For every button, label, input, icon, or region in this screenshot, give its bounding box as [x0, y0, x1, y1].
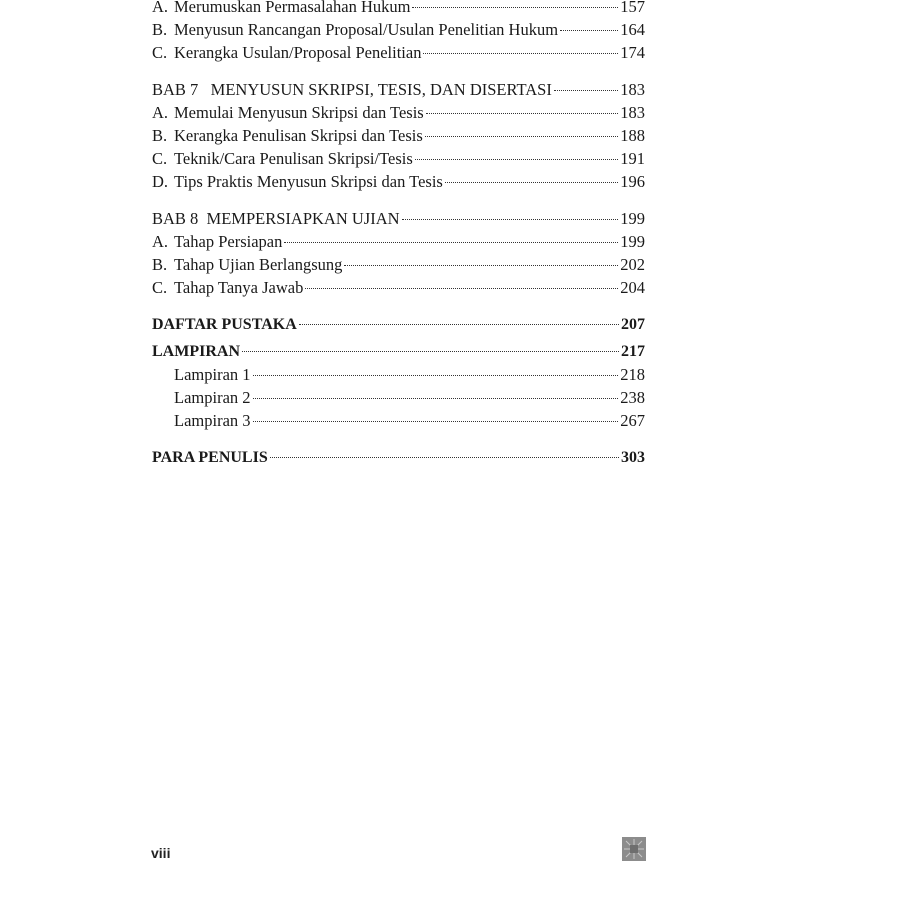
entry-title: Kerangka Penulisan Skripsi dan Tesis [174, 126, 423, 145]
dot-leader [425, 136, 618, 137]
entry-page: 199 [620, 209, 645, 228]
dot-leader [344, 265, 618, 266]
toc-entry [152, 18, 645, 41]
entry-title: Teknik/Cara Penulisan Skripsi/Tesis [174, 149, 413, 168]
dot-leader [299, 324, 619, 325]
entry-page: 218 [620, 365, 645, 384]
entry-letter: A. [152, 232, 169, 251]
toc-entry [152, 0, 645, 18]
dot-leader [426, 113, 619, 114]
dot-leader [402, 219, 619, 220]
dot-leader [242, 351, 619, 352]
chapter-heading [152, 78, 645, 101]
dot-leader [560, 30, 618, 31]
entry-title: Tahap Persiapan [174, 232, 283, 251]
chapter-heading [152, 207, 645, 230]
dot-leader [305, 288, 618, 289]
entry-page: 267 [620, 411, 645, 430]
entry-title: Merumuskan Permasalahan Hukum [174, 0, 411, 16]
toc-entry [152, 170, 645, 193]
entry-title: Kerangka Usulan/Proposal Penelitian [174, 43, 422, 62]
entry-letter: B. [152, 126, 168, 145]
entry-title: Menyusun Rancangan Proposal/Usulan Penelitian Hukum [174, 20, 559, 39]
entry-title: Tahap Tanya Jawab [174, 278, 304, 297]
entry-page: 199 [620, 232, 645, 251]
entry-page: 183 [620, 80, 645, 99]
dot-leader [423, 53, 618, 54]
chapter-title: BAB 7 MENYUSUN SKRIPSI, TESIS, DAN DISERTASI [152, 80, 552, 99]
entry-page: 157 [620, 0, 645, 16]
page-number: viii [151, 845, 171, 861]
dot-leader [412, 7, 618, 8]
section-heading [152, 446, 645, 469]
toc-entry [152, 276, 645, 299]
entry-page: 238 [620, 388, 645, 407]
section-title: DAFTAR PUSTAKA [152, 316, 297, 333]
toc-entry [152, 253, 645, 276]
entry-page: 303 [621, 449, 645, 466]
entry-page: 183 [620, 103, 645, 122]
table-of-contents [152, 0, 645, 469]
entry-page: 174 [620, 43, 645, 62]
toc-entry [152, 124, 645, 147]
toc-entry [152, 41, 645, 64]
section-title: LAMPIRAN [152, 343, 240, 360]
entry-page: 164 [620, 20, 645, 39]
entry-page: 188 [620, 126, 645, 145]
entry-title: Memulai Menyusun Skripsi dan Tesis [174, 103, 424, 122]
toc-sub-entry [152, 363, 645, 386]
dot-leader [415, 159, 618, 160]
entry-letter: D. [152, 172, 169, 191]
dot-leader [554, 90, 618, 91]
dot-leader [445, 182, 618, 183]
entry-page: 207 [621, 316, 645, 333]
toc-entry [152, 147, 645, 170]
entry-letter: A. [152, 0, 169, 16]
entry-title: Lampiran 2 [174, 388, 251, 407]
toc-sub-entry [152, 409, 645, 432]
entry-title: Lampiran 1 [174, 365, 251, 384]
entry-page: 202 [620, 255, 645, 274]
chapter-title: BAB 8 MEMPERSIAPKAN UJIAN [152, 209, 400, 228]
section-heading [152, 340, 645, 363]
section-title: PARA PENULIS [152, 449, 268, 466]
dot-leader [253, 421, 619, 422]
dot-leader [284, 242, 618, 243]
entry-page: 217 [621, 343, 645, 360]
toc-entry [152, 101, 645, 124]
toc-sub-entry [152, 386, 645, 409]
entry-letter: C. [152, 278, 168, 297]
entry-title: Tips Praktis Menyusun Skripsi dan Tesis [174, 172, 443, 191]
dot-leader [270, 457, 619, 458]
entry-page: 191 [620, 149, 645, 168]
section-heading [152, 313, 645, 336]
dot-leader [253, 375, 619, 376]
dot-leader [253, 398, 619, 399]
toc-entry [152, 230, 645, 253]
entry-letter: B. [152, 255, 168, 274]
entry-page: 196 [620, 172, 645, 191]
entry-letter: C. [152, 43, 168, 62]
entry-title: Tahap Ujian Berlangsung [174, 255, 343, 274]
entry-letter: A. [152, 103, 169, 122]
entry-page: 204 [620, 278, 645, 297]
entry-letter: C. [152, 149, 168, 168]
corner-ornament-icon [622, 837, 646, 861]
entry-title: Lampiran 3 [174, 411, 251, 430]
entry-letter: B. [152, 20, 168, 39]
